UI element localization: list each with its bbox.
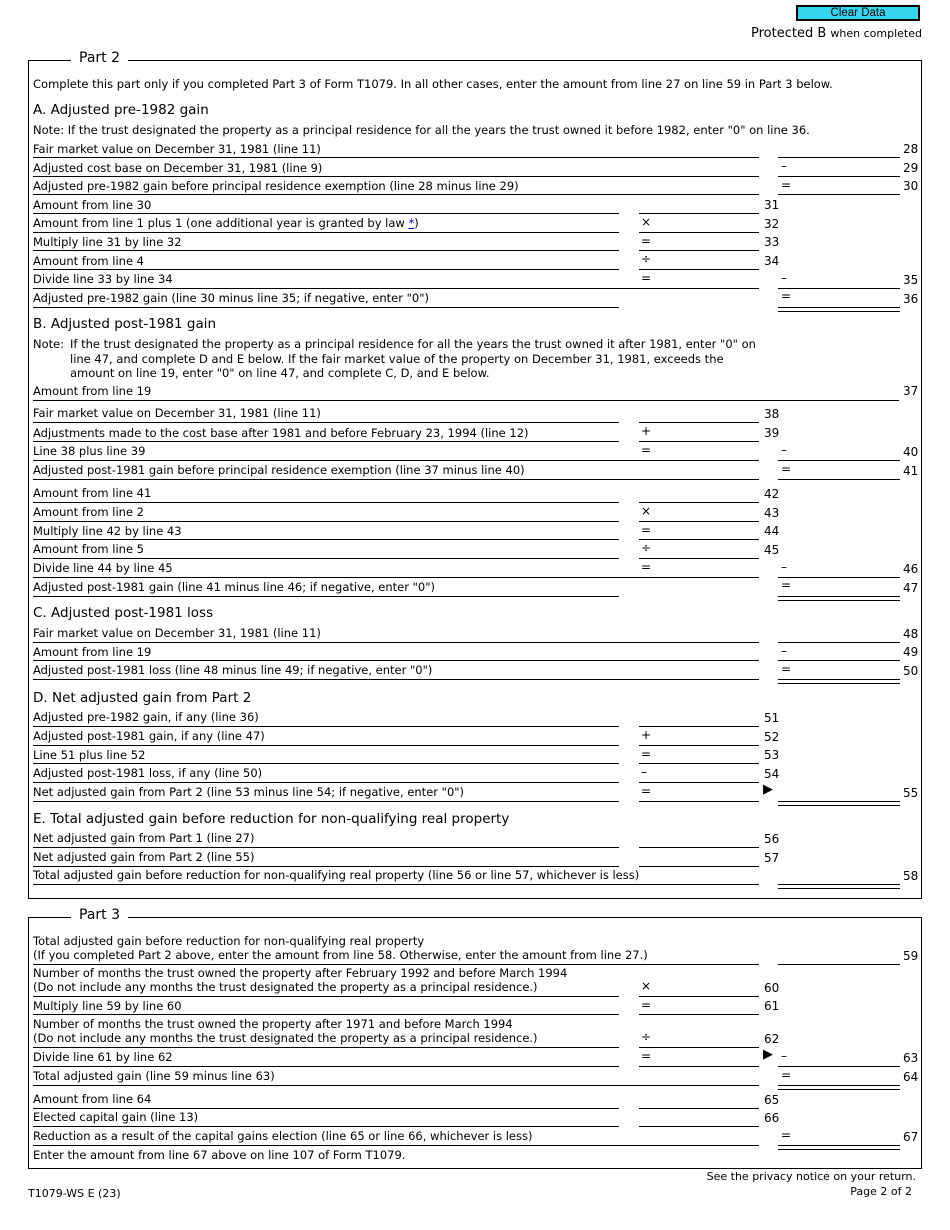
line-40-number: 40 [903,445,919,459]
line-51-number: 51 [764,711,780,725]
line-66-number: 66 [764,1111,780,1125]
arrow-right-icon: ▶ [763,1047,773,1062]
line-52-field[interactable] [639,745,759,746]
equals-operator: = [641,998,652,1012]
line-44-label: Multiply line 42 by line 43 [33,524,182,538]
line-54-number: 54 [764,767,780,781]
line-43-label: Amount from line 2 [33,505,144,519]
divide-operator: ÷ [641,541,652,555]
line-31-field[interactable] [639,213,759,214]
line-48-field[interactable] [778,642,900,643]
page-number: Page 2 of 2 [850,1185,912,1198]
minus-operator: – [781,1049,787,1063]
line-40-field[interactable] [778,460,900,461]
line-34-label: Amount from line 4 [33,254,144,268]
equals-operator: = [781,1068,792,1082]
clear-data-button[interactable]: Clear Data [796,5,920,21]
equals-operator: = [781,662,792,676]
line-43-field[interactable] [639,521,759,522]
line-47-number: 47 [903,581,919,595]
line-55-number: 55 [903,786,919,800]
part-2-section [28,50,922,899]
line-59-label: Total adjusted gain before reduction for non-qualifying real property (If you completed Part 2 above, enter the amount from line 58. Otherwise, enter the amount from line 27.) [33,934,648,962]
line-58-field[interactable] [778,884,900,889]
line-42-number: 42 [764,487,780,501]
line-32-label: Amount from line 1 plus 1 (one additional year is granted by law *) [33,216,419,230]
line-61-number: 61 [764,999,780,1013]
line-34-field[interactable] [639,269,759,270]
line-28-label: Fair market value on December 31, 1981 (line 11) [33,142,321,156]
line-63-field[interactable] [778,1066,900,1067]
line-45-number: 45 [764,543,780,557]
line-31-number: 31 [764,198,780,212]
equals-operator: = [641,234,652,248]
minus-operator: – [781,443,787,457]
line-51-label: Adjusted pre-1982 gain, if any (line 36) [33,710,259,724]
privacy-notice: See the privacy notice on your return. [706,1170,916,1183]
line-29-field[interactable] [778,176,900,177]
equals-operator: = [641,523,652,537]
line-66-field[interactable] [639,1126,759,1127]
line-30-number: 30 [903,179,919,193]
arrow-right-icon: ▶ [763,782,773,797]
line-60-number: 60 [764,981,780,995]
protected-b-label: Protected B when completed [751,26,922,41]
line-60-label: Number of months the trust owned the property after February 1992 and before March 1994 (Do not include any months the trust designated the property as a principal residence.) [33,966,568,994]
line-37-label: Amount from line 19 [33,384,152,398]
equals-operator: = [781,289,792,303]
line-44-field[interactable] [639,539,759,540]
line-37-number: 37 [903,384,919,398]
line-64-label: Total adjusted gain (line 59 minus line 63) [33,1069,275,1083]
line-30-field[interactable] [778,194,900,195]
divide-operator: ÷ [641,252,652,266]
plus-operator: + [641,728,652,742]
line-49-number: 49 [903,645,919,659]
equals-operator: = [641,560,652,574]
line-48-label: Fair market value on December 31, 1981 (line 11) [33,626,321,640]
line-46-field[interactable] [778,577,900,578]
line-54-field[interactable] [639,782,759,783]
line-33-number: 33 [764,235,780,249]
law-footnote-link[interactable]: * [408,216,415,230]
line-53-number: 53 [764,748,780,762]
line-58-label: Total adjusted gain before reduction for non-qualifying real property (line 56 or line 57, whichever is less) [33,868,640,882]
line-53-field[interactable] [639,763,759,764]
line-50-number: 50 [903,664,919,678]
line-45-field[interactable] [639,558,759,559]
line-59-number: 59 [903,949,919,963]
line-56-field[interactable] [639,847,759,848]
line-38-label: Fair market value on December 31, 1981 (line 11) [33,406,321,420]
line-39-field[interactable] [639,441,759,442]
minus-operator: – [781,644,787,658]
line-34-number: 34 [764,254,780,268]
line-57-label: Net adjusted gain from Part 2 (line 55) [33,850,255,864]
minus-operator: – [781,159,787,173]
line-41-number: 41 [903,464,919,478]
line-53-label: Line 51 plus line 52 [33,748,146,762]
line-67-field[interactable] [778,1145,900,1150]
line-55-field[interactable] [778,801,900,806]
section-e-heading: E. Total adjusted gain before reduction for non-qualifying real property [33,811,510,827]
line-33-label: Multiply line 31 by line 32 [33,235,182,249]
line-59-field[interactable] [778,964,900,965]
line-47-label: Adjusted post-1981 gain (line 41 minus line 46; if negative, enter "0") [33,580,435,594]
line-58-number: 58 [903,869,919,883]
line-38-number: 38 [764,407,780,421]
plus-operator: + [641,424,652,438]
part-2-intro: Complete this part only if you completed Part 3 of Form T1079. In all other cases, enter the amount from line 27 on line 59 in Part 3 below. [33,77,833,91]
minus-operator: – [781,560,787,574]
equals-operator: = [641,784,652,798]
line-40-label: Line 38 plus line 39 [33,444,146,458]
line-57-number: 57 [764,851,780,865]
line-67-label: Reduction as a result of the capital gains election (line 65 or line 66, whichever is less) [33,1129,533,1143]
line-41-label: Adjusted post-1981 gain before principal residence exemption (line 37 minus line 40) [33,463,525,477]
line-64-field[interactable] [778,1085,900,1090]
divide-operator: ÷ [641,1030,652,1044]
equals-operator: = [641,271,652,285]
minus-operator: – [641,765,647,779]
line-39-number: 39 [764,426,780,440]
equals-operator: = [641,1049,652,1063]
line-66-label: Elected capital gain (line 13) [33,1110,199,1124]
line-48-number: 48 [903,627,919,641]
line-63-label: Divide line 61 by line 62 [33,1050,173,1064]
line-52-label: Adjusted post-1981 gain, if any (line 47) [33,729,265,743]
line-62-field[interactable] [639,1047,759,1048]
part-3-title: Part 3 [71,907,128,923]
line-51-field[interactable] [639,726,759,727]
section-b-heading: B. Adjusted post-1981 gain [33,316,217,332]
line-39-label: Adjustments made to the cost base after 1981 and before February 23, 1994 (line 12) [33,426,529,440]
equals-operator: = [781,462,792,476]
section-d-heading: D. Net adjusted gain from Part 2 [33,690,252,706]
section-a-heading: A. Adjusted pre-1982 gain [33,102,209,118]
section-a-note: Note: If the trust designated the property as a principal residence for all the years the trust owned it before 1982, enter "0" on line 36. [33,123,810,137]
line-65-label: Amount from line 64 [33,1092,152,1106]
line-61-field[interactable] [639,1014,759,1015]
line-32-number: 32 [764,217,780,231]
line-50-label: Adjusted post-1981 loss (line 48 minus line 49; if negative, enter "0") [33,663,433,677]
final-instruction: Enter the amount from line 67 above on line 107 of Form T1079. [33,1148,406,1162]
line-38-field[interactable] [639,422,759,423]
line-56-number: 56 [764,832,780,846]
part-3-section [28,907,922,1169]
line-60-field[interactable] [639,996,759,997]
line-65-field[interactable] [639,1108,759,1109]
section-c-heading: C. Adjusted post-1981 loss [33,605,214,621]
line-28-number: 28 [903,142,919,156]
line-64-number: 64 [903,1070,919,1084]
line-67-number: 67 [903,1130,919,1144]
line-61-label: Multiply line 59 by line 60 [33,999,182,1013]
line-46-number: 46 [903,562,919,576]
line-52-number: 52 [764,730,780,744]
line-49-field[interactable] [778,660,900,661]
part-2-title: Part 2 [71,50,128,66]
line-45-label: Amount from line 5 [33,542,144,556]
times-operator: × [641,504,652,518]
line-62-number: 62 [764,1032,780,1046]
equals-operator: = [781,1128,792,1142]
line-57-field[interactable] [639,866,759,867]
line-42-field[interactable] [639,502,759,503]
line-47-field[interactable] [778,596,900,601]
equals-operator: = [781,578,792,592]
line-33-field[interactable] [639,250,759,251]
section-b-note: If the trust designated the property as a principal residence for all the years the trust owned it after 1981, enter "0" on line 47, and complete D and E below. If the fair market value of the property on December 31, 1981, exceeds the amount on line 19, enter "0" on line 47, and complete C, D, and E below. [70,337,756,380]
line-41-field[interactable] [778,479,900,480]
equals-operator: = [781,178,792,192]
line-29-label: Adjusted cost base on December 31, 1981 (line 9) [33,161,323,175]
line-35-field[interactable] [778,288,900,289]
line-49-label: Amount from line 19 [33,645,152,659]
line-36-label: Adjusted pre-1982 gain (line 30 minus line 35; if negative, enter "0") [33,291,429,305]
line-30-label: Adjusted pre-1982 gain before principal residence exemption (line 28 minus line 29) [33,179,519,193]
line-32-field[interactable] [639,232,759,233]
form-identifier: T1079-WS E (23) [28,1187,121,1200]
equals-operator: = [641,747,652,761]
line-28-field[interactable] [778,157,900,158]
line-29-number: 29 [903,161,919,175]
equals-operator: = [641,443,652,457]
line-56-label: Net adjusted gain from Part 1 (line 27) [33,831,255,845]
times-operator: × [641,215,652,229]
line-31-label: Amount from line 30 [33,198,152,212]
section-b-note-label: Note: [33,337,65,351]
line-50-field[interactable] [778,679,900,684]
line-63-number: 63 [903,1051,919,1065]
line-43-number: 43 [764,506,780,520]
line-35-label: Divide line 33 by line 34 [33,272,173,286]
line-46-label: Divide line 44 by line 45 [33,561,173,575]
line-35-number: 35 [903,273,919,287]
line-36-field[interactable] [778,307,900,312]
line-55-label: Net adjusted gain from Part 2 (line 53 minus line 54; if negative, enter "0") [33,785,465,799]
line-54-label: Adjusted post-1981 loss, if any (line 50) [33,766,263,780]
minus-operator: – [781,271,787,285]
times-operator: × [641,979,652,993]
line-36-number: 36 [903,292,919,306]
line-62-label: Number of months the trust owned the property after 1971 and before March 1994 (Do not include any months the trust designated the property as a principal residence.) [33,1017,538,1045]
line-42-label: Amount from line 41 [33,486,152,500]
line-65-number: 65 [764,1093,780,1107]
line-44-number: 44 [764,524,780,538]
